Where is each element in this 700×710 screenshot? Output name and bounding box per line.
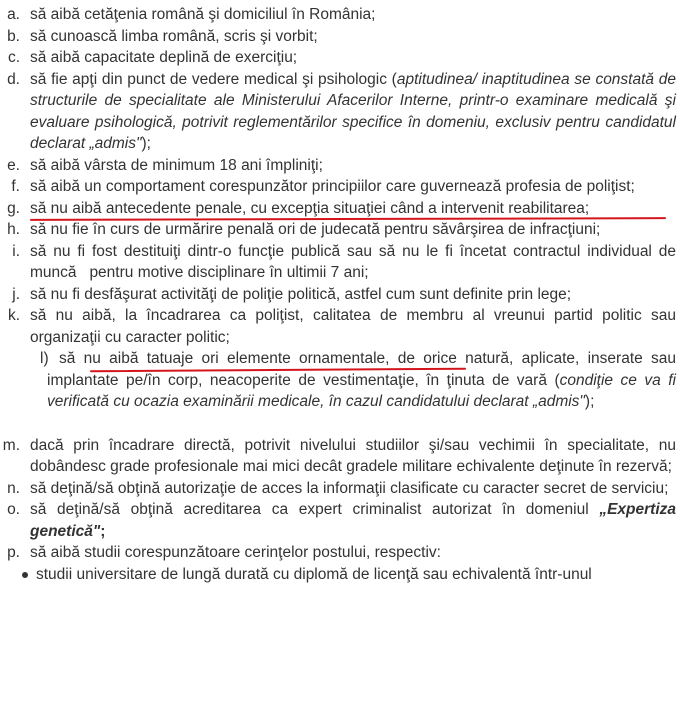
item-letter: p. [7,544,20,561]
item-letter: b. [7,27,20,45]
item-letter: f. [11,178,20,195]
list-item-h [0,219,700,241]
list-item-l [0,348,700,413]
list-item-o [0,499,700,542]
item-text-plain: să deţină/să obţină acreditarea ca expert criminalist autorizat în domeniul [30,501,600,518]
item-text: să nu aibă, la încadrarea ca poliţist, calitatea de membru al vreunui partid politic sau organizaţii cu caracter politic; [30,307,676,346]
item-text: să aibă studii corespunzătoare cerinţelor postului, respectiv: [30,544,441,561]
item-letter: c. [7,49,20,66]
item-letter: g. [7,199,20,217]
item-letter: i. [12,242,20,260]
item-text: să nu fi desfăşurat activităţi de poliţie politică, astfel cum sunt definite prin lege; [30,285,572,303]
list-item-m [0,435,700,478]
list-item-k [0,305,700,348]
item-letter: h. [7,221,20,238]
item-text [30,499,676,542]
item-letter: j. [12,285,20,303]
list-item-f [0,176,700,198]
item-text-tail: ); [584,393,595,410]
bullet-dot-icon [22,572,28,578]
item-text-highlight: să nu aibă tatuaje ori elemente ornamentale [59,350,386,367]
item-text [30,69,676,155]
item-text: să cunoască limba română, scris şi vorbit; [30,27,318,45]
item-text: să deţină/să obţină autorizaţie de acces la informaţii clasificate cu caracter secret de serviciu; [30,479,669,497]
item-text: să nu fie în curs de urmărire penală ori de judecată pentru săvârşirea de infracţiuni; [30,221,601,238]
list-item-g [0,198,700,220]
item-letter: a. [7,6,20,23]
list-item-j [0,284,700,306]
item-letter: n. [7,479,20,497]
item-letter: e. [7,156,20,174]
list-item-n [0,478,700,500]
spacer [0,413,700,435]
list-item-e [0,155,700,177]
item-text: să aibă vârsta de minimum 18 ani împliniţi; [30,156,323,174]
list-item-a [0,4,700,26]
item-text: să nu fi fost destituiţi dintr-o funcţie publică sau să nu le fi încetat contractul individual de muncă pentru motive disciplinare în ultimii 7 ani; [30,242,681,281]
item-text: să aibă un comportament corespunzător principiilor care guvernează profesia de poliţist; [30,178,635,195]
item-text: dacă prin încadrare directă, potrivit nivelului studiilor şi/sau vechimii în specialitate, nu dobândesc grade profesionale mai mici decât gradele militare echivalente deţinute în rezervă; [30,436,676,475]
item-text: să aibă capacitate deplină de exerciţiu; [30,49,298,66]
bullet-text: studii universitare de lungă durată cu diplomă de licenţă sau echivalentă într-unul [36,565,592,583]
item-text: să aibă cetăţenia română şi domiciliul în România; [30,6,376,23]
bullet-item [0,564,700,586]
item-text-bold-italic: „Expertiza genetică" [30,501,676,540]
item-letter: d. [7,70,20,88]
item-text [47,348,676,413]
item-letter: o. [7,501,20,518]
item-text-tail: ; [100,522,106,540]
item-text-tail: ); [141,135,151,152]
item-letter: l) [40,350,49,367]
item-text-plain: , de orice natură, aplicate, inserate sau implantate pe/în corp, neacoperite de vestimentaţie, în ţinuta de vară ( [47,350,676,389]
item-letter: m. [2,436,20,454]
item-letter: k. [7,307,20,324]
item-text-italic: condiţie ce va fi verificată cu ocazia examinării medicale, în cazul candidatului declarat „admis" [47,371,676,410]
list-item-p [0,542,700,564]
list-item-c [0,47,700,69]
item-text: să nu aibă antecedente penale, cu excepţia situaţiei când a intervenit reabilitarea; [30,199,590,217]
list-item-d [0,69,700,155]
list-item-i [0,241,700,284]
item-text-italic: aptitudinea/ inaptitudinea se constată de structurile de specialitate ale Ministerului Afacerilor Interne, printr-o examinare medicală şi evaluare psihologică, potrivit reglementărilor specifice în domeniu, exclusiv pentru candidatul declarat „admis" [30,70,676,152]
list-item-b [0,26,700,48]
item-text-plain: să fie apţi din punct de vedere medical şi psihologic ( [30,70,397,88]
